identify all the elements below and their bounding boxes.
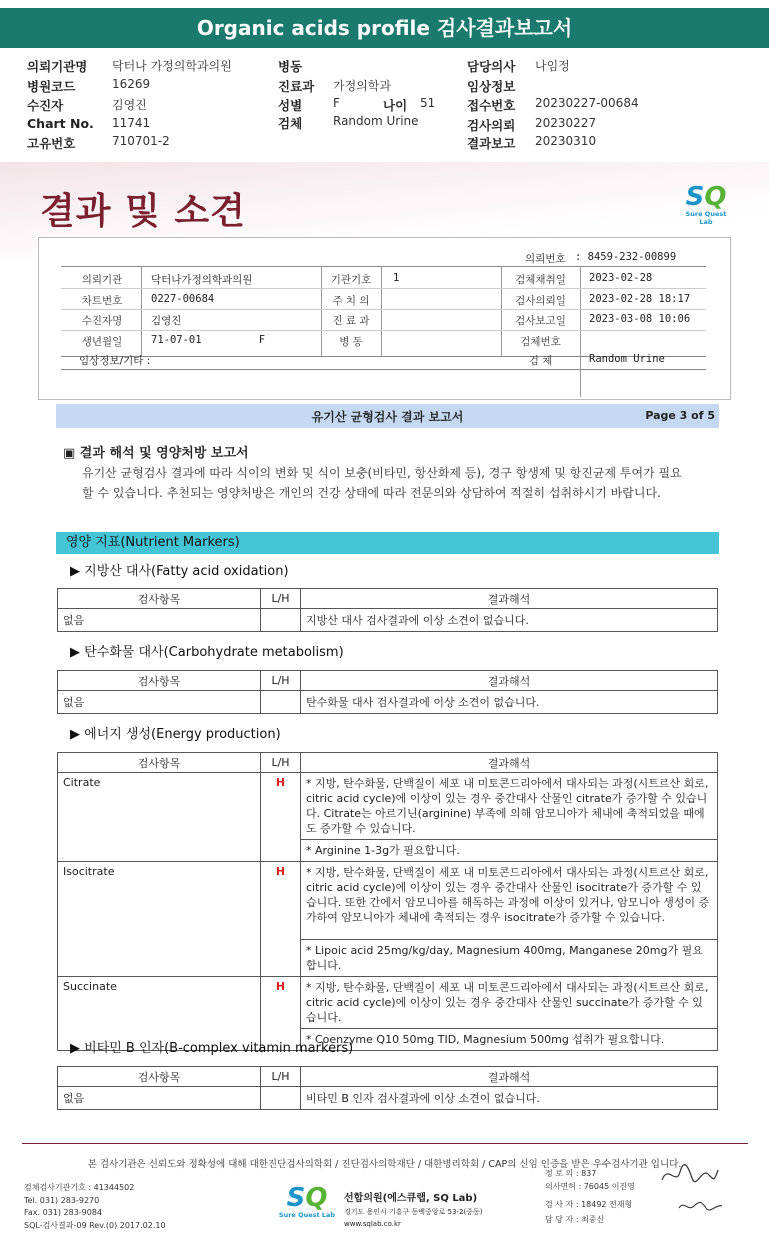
row3-value3: 2023-03-08 10:06 xyxy=(589,313,691,325)
age-label: 나이 xyxy=(383,98,408,113)
request-value: 20230227 xyxy=(535,116,597,130)
col-lh: L/H xyxy=(261,753,301,773)
col-interp: 결과해석 xyxy=(301,753,718,773)
interpretation-heading: ▣ 결과 해석 및 영양처방 보고서 xyxy=(63,446,249,461)
page-title: 결과 및 소견 xyxy=(40,190,246,232)
footer-signers: 정 로 의 : 837 의사면허 : 76045 이진영 검 사 자 : 18492 전재형 담 당 자 : 최중신 xyxy=(545,1169,635,1224)
row4-label2: 병 동 xyxy=(339,336,363,348)
request-label: 검사의뢰 xyxy=(467,118,516,133)
row2-label2: 주 치 의 xyxy=(332,295,370,307)
specimen-label: 검체 xyxy=(278,116,303,131)
company-address: 경기도 용인시 기흥구 동백중앙로 53-2(중동) xyxy=(344,1208,483,1216)
section-title: 유기산 균형검사 결과 보고서 xyxy=(311,410,464,424)
interp-cell: * 지방, 탄수화물, 단백질이 세포 내 미토콘드리아에서 대사되는 과정(시트르산 회로, citric acid cycle)에 이상이 있는 경우 중간대사 산물인 isocitrate가 증가할 수 있습니다. 또한 간에서 암모니아를 해독하는 과정에 이상이 있거나, 암모니아 생성이 증가하여 암모니아가 체내에 축적되는 경우 isocitrate가 증가할 수 있습니다. xyxy=(301,862,718,940)
col-item: 검사항목 xyxy=(58,671,261,691)
request-no-label: 의뢰번호 xyxy=(525,253,566,265)
institution-value: 닥터나 가정의학과의원 xyxy=(112,59,232,73)
lh-cell xyxy=(261,691,301,714)
page-number: Page 3 of 5 xyxy=(645,409,715,422)
ward-label: 병동 xyxy=(278,59,303,74)
table-row xyxy=(58,977,718,1029)
energy-table xyxy=(57,752,718,1051)
row4-value1: 71-07-01 xyxy=(151,334,202,346)
item-cell: Succinate xyxy=(58,977,261,1051)
row4-label1: 생년월일 xyxy=(81,336,123,348)
institution-label: 의뢰기관명 xyxy=(27,59,88,74)
row2-label3: 검사의뢰일 xyxy=(515,295,566,307)
unique-value: 710701-2 xyxy=(112,134,170,148)
category-fatty-acid: ▶ 지방산 대사(Fatty acid oxidation) xyxy=(70,564,289,579)
signature-tester xyxy=(676,1196,724,1216)
clinical-label: 임상정보 xyxy=(467,79,516,94)
receipt-label: 접수번호 xyxy=(467,98,516,113)
table-row xyxy=(58,609,718,632)
col-interp: 결과해석 xyxy=(301,671,718,691)
dept-label: 진료과 xyxy=(278,79,315,94)
item-cell: 없음 xyxy=(58,1087,261,1110)
lh-cell: H xyxy=(261,862,301,977)
row3-label3: 검사보고일 xyxy=(515,315,566,327)
interp-cell: 비타민 B 인자 검사결과에 이상 소견이 없습니다. xyxy=(301,1087,718,1110)
request-no-value: : 8459-232-00899 xyxy=(575,251,677,263)
row1-value1: 닥터나가정의학과의원 xyxy=(151,274,253,286)
fatty-acid-table xyxy=(57,588,718,632)
footer-divider xyxy=(22,1143,748,1144)
result-label: 결과보고 xyxy=(467,136,516,151)
col-item: 검사항목 xyxy=(58,753,261,773)
section-header xyxy=(56,404,719,428)
vitamin-b-table xyxy=(57,1066,718,1110)
box-specimen-value: Random Urine xyxy=(589,353,665,365)
prescription-cell: * Coenzyme Q10 50mg TID, Magnesium 500mg 섭취가 필요합니다. xyxy=(301,1029,718,1051)
document-title: Organic acids profile 검사결과보고서 xyxy=(0,8,769,48)
row4-sex: F xyxy=(259,334,266,346)
category-vitamin-b: ▶ 비타민 B 인자(B-complex vitamin markers) xyxy=(70,1041,354,1056)
footer-sq-logo: SQ Sure Quest Lab xyxy=(278,1183,336,1219)
doctor-value: 나임정 xyxy=(535,59,570,73)
row2-value3: 2023-02-28 18:17 xyxy=(589,293,691,305)
table-row xyxy=(58,862,718,940)
category-carbohydrate: ▶ 탄수화물 대사(Carbohydrate metabolism) xyxy=(70,645,344,660)
table-row xyxy=(58,1087,718,1110)
interp-cell: 지방산 대사 검사결과에 이상 소견이 없습니다. xyxy=(301,609,718,632)
row3-label1: 수진자명 xyxy=(81,315,123,327)
nutrient-markers-bar: 영양 지표(Nutrient Markers) xyxy=(56,532,719,554)
footer-company-info xyxy=(344,1189,482,1228)
col-item: 검사항목 xyxy=(58,1067,261,1087)
lh-cell: H xyxy=(261,773,301,862)
footer-certification: 본 검사기관은 신뢰도와 정확성에 대해 대한진단검사의학회 / 진단검사의학재단 / 대한병리학회 / CAP의 신임 인증을 받은 우수검사기관 입니다. xyxy=(87,1159,682,1170)
carbohydrate-table xyxy=(57,670,718,714)
interp-cell: * 지방, 탄수화물, 단백질이 세포 내 미토콘드리아에서 대사되는 과정(시트르산 회로, citric acid cycle)에 이상이 있는 경우 중간대사 산물인 citrate가 증가할 수 있습니다. Citrate는 아르기닌(arginine) 부족에 의해 암모니아가 체내에 축적되었을 때에도 증가할 수 있습니다. xyxy=(301,773,718,840)
row2-label1: 차트번호 xyxy=(81,295,123,307)
row1-label2: 기관기호 xyxy=(330,274,372,286)
item-cell: Isocitrate xyxy=(58,862,261,977)
row1-value3: 2023-02-28 xyxy=(589,272,653,284)
patient-info-box xyxy=(38,237,731,400)
lh-cell: H xyxy=(261,977,301,1051)
item-cell: 없음 xyxy=(58,691,261,714)
row1-label1: 의뢰기관 xyxy=(81,274,123,286)
table-row xyxy=(58,773,718,840)
col-lh: L/H xyxy=(261,671,301,691)
row3-label2: 진 료 과 xyxy=(332,315,370,327)
sex-value: F xyxy=(333,96,340,110)
specimen-value: Random Urine xyxy=(333,114,419,128)
receipt-value: 20230227-00684 xyxy=(535,96,639,110)
col-lh: L/H xyxy=(261,1067,301,1087)
chart-value: 11741 xyxy=(112,116,151,130)
interp-cell: * 지방, 탄수화물, 단백질이 세포 내 미토콘드리아에서 대사되는 과정(시트르산 회로, citric acid cycle)에 이상이 있는 경우 중간대사 산물인 succinate가 증가할 수 있습니다. xyxy=(301,977,718,1029)
row2-value1: 0227-00684 xyxy=(151,293,215,305)
col-interp: 결과해석 xyxy=(301,589,718,609)
row3-value1: 김영진 xyxy=(151,315,182,327)
sq-logo: SQ Sure Quest Lab xyxy=(685,182,727,226)
lh-cell xyxy=(261,609,301,632)
interp-cell: 탄수화물 대사 검사결과에 이상 소견이 없습니다. xyxy=(301,691,718,714)
footer-left-info: 검체검사기관기호 : 41344502 Tel. 031) 283-9270 Fax. 031) 283-9084 SQL-검사결과-09 Rev.(0) 2017.02.10 xyxy=(24,1183,166,1230)
header-info xyxy=(0,50,769,160)
col-item: 검사항목 xyxy=(58,589,261,609)
item-cell: Citrate xyxy=(58,773,261,862)
age-value: 51 xyxy=(420,96,436,110)
row1-value2: 1 xyxy=(393,272,400,284)
clinical-info-label: 임상정보/기타 : xyxy=(79,355,151,367)
lh-cell xyxy=(261,1087,301,1110)
col-interp: 결과해석 xyxy=(301,1067,718,1087)
result-value: 20230310 xyxy=(535,134,597,148)
hospital-code-label: 병원코드 xyxy=(27,79,76,94)
unique-label: 고유번호 xyxy=(27,136,76,151)
table-row xyxy=(58,691,718,714)
col-lh: L/H xyxy=(261,589,301,609)
examinee-label: 수진자 xyxy=(27,98,64,113)
company-name: 선합의원(에스큐랩, SQ Lab) xyxy=(344,1193,478,1204)
examinee-value: 김영진 xyxy=(112,98,147,112)
signature-reviewer xyxy=(658,1162,720,1188)
item-cell: 없음 xyxy=(58,609,261,632)
row4-label3: 검체번호 xyxy=(520,336,561,348)
prescription-cell: * Lipoic acid 25mg/kg/day, Magnesium 400mg, Manganese 20mg가 필요합니다. xyxy=(301,940,718,977)
interpretation-body: 유기산 균형검사 결과에 따라 식이의 변화 및 식이 보충(비타민, 항산화제 등), 경구 항생제 및 항진균제 투여가 필요할 수 있습니다. 추천되는 영양처방은 개인의 건강 상태에 따라 전문의와 상담하여 적절히 섭취하시기 바랍니다. xyxy=(82,466,682,500)
company-website: www.sqlab.co.kr xyxy=(344,1220,401,1228)
row1-label3: 검체채취일 xyxy=(515,274,566,286)
doctor-label: 담당의사 xyxy=(467,59,516,74)
dept-value: 가정의학과 xyxy=(333,79,391,93)
box-specimen-label: 검 체 xyxy=(528,355,553,367)
sex-label: 성별 xyxy=(278,98,303,113)
category-energy: ▶ 에너지 생성(Energy production) xyxy=(70,727,281,742)
hospital-code-value: 16269 xyxy=(112,77,151,91)
prescription-cell: * Arginine 1-3g가 필요합니다. xyxy=(301,840,718,862)
chart-label: Chart No. xyxy=(27,116,94,131)
